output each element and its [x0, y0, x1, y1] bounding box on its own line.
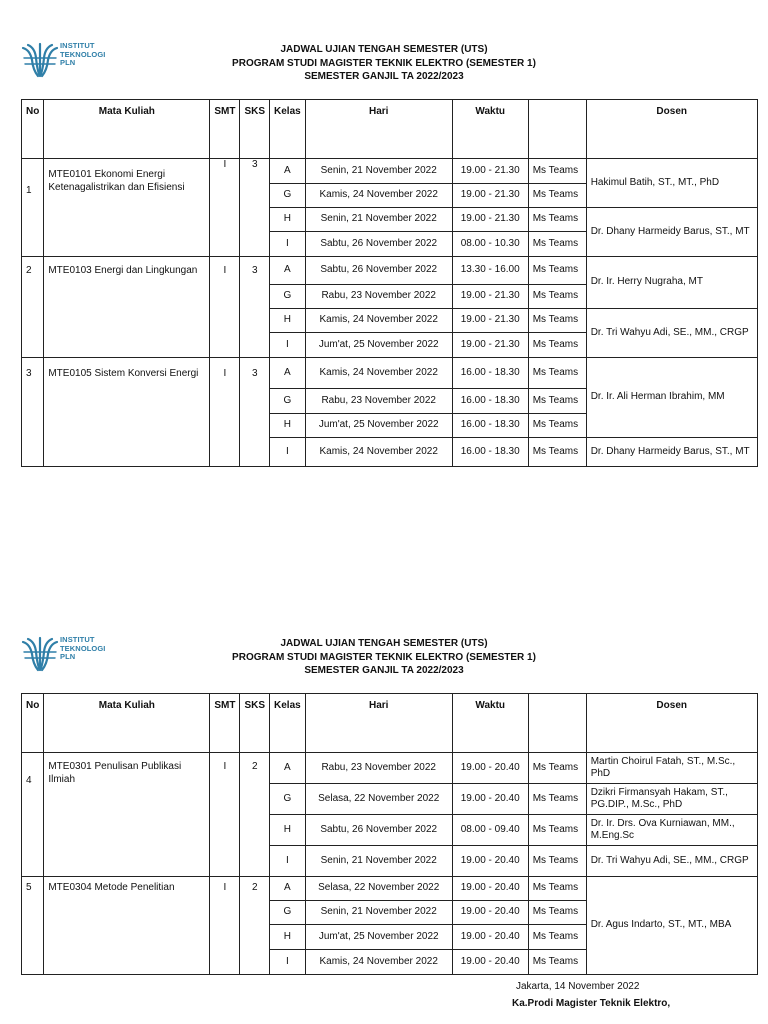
media-cell: Ms Teams: [528, 753, 586, 784]
smt-cell: I: [210, 358, 240, 467]
kelas-cell: I: [270, 438, 306, 467]
hari-cell: Kamis, 24 November 2022: [305, 358, 452, 389]
table-header-row: [22, 694, 758, 753]
waktu-cell: 16.00 - 18.30: [452, 358, 528, 389]
col-header-sks: SKS: [240, 100, 270, 159]
waktu-cell: 19.00 - 20.40: [452, 877, 528, 901]
logo-line: TEKNOLOGI: [60, 643, 106, 653]
media-cell: Ms Teams: [528, 414, 586, 438]
waktu-cell: 19.00 - 20.40: [452, 753, 528, 784]
smt-cell: I: [210, 257, 240, 358]
hari-cell: Kamis, 24 November 2022: [305, 184, 452, 208]
dosen-cell: Dr. Ir. Herry Nugraha, MT: [586, 257, 757, 309]
title-line: SEMESTER GANJIL TA 2022/2023: [304, 71, 464, 82]
hari-cell: Sabtu, 26 November 2022: [305, 232, 452, 257]
dosen-cell: Dr. Tri Wahyu Adi, SE., MM., CRGP: [586, 846, 757, 877]
document-title: [0, 637, 768, 678]
media-cell: Ms Teams: [528, 925, 586, 950]
hari-cell: Jum'at, 25 November 2022: [305, 925, 452, 950]
kelas-cell: A: [270, 257, 306, 285]
row-no: 4: [22, 753, 44, 877]
hari-cell: Rabu, 23 November 2022: [305, 285, 452, 309]
media-cell: Ms Teams: [528, 358, 586, 389]
col-header-smt: SMT: [210, 694, 240, 753]
col-header-dosen: Dosen: [586, 694, 757, 753]
smt-cell: I: [210, 753, 240, 877]
hari-cell: Selasa, 22 November 2022: [305, 877, 452, 901]
sks-cell: 3: [240, 257, 270, 358]
kelas-cell: A: [270, 753, 306, 784]
kelas-cell: H: [270, 925, 306, 950]
col-header-sks: SKS: [240, 694, 270, 753]
col-header-smt: SMT: [210, 100, 240, 159]
kelas-cell: G: [270, 184, 306, 208]
hari-cell: Kamis, 24 November 2022: [305, 309, 452, 333]
media-cell: Ms Teams: [528, 784, 586, 815]
kelas-cell: G: [270, 784, 306, 815]
smt-cell: I: [210, 159, 240, 257]
logo-line: TEKNOLOGI: [60, 49, 106, 59]
col-header-course: Mata Kuliah: [44, 694, 210, 753]
hari-cell: Jum'at, 25 November 2022: [305, 414, 452, 438]
document-title: [0, 43, 768, 84]
title-line: SEMESTER GANJIL TA 2022/2023: [304, 665, 464, 676]
course-name: MTE0105 Sistem Konversi Energi: [44, 358, 210, 467]
kelas-cell: H: [270, 208, 306, 232]
media-cell: Ms Teams: [528, 309, 586, 333]
kelas-cell: G: [270, 285, 306, 309]
waktu-cell: 19.00 - 20.40: [452, 925, 528, 950]
kelas-cell: I: [270, 333, 306, 358]
sks-cell: 2: [240, 877, 270, 975]
waktu-cell: 19.00 - 20.40: [452, 950, 528, 975]
dosen-cell: Dr. Dhany Harmeidy Barus, ST., MT: [586, 438, 757, 467]
table-row: [22, 257, 758, 285]
media-cell: Ms Teams: [528, 232, 586, 257]
hari-cell: Rabu, 23 November 2022: [305, 753, 452, 784]
dosen-cell: Dr. Ir. Ali Herman Ibrahim, MM: [586, 358, 757, 438]
course-name: MTE0301 Penulisan Publikasi Ilmiah: [44, 753, 210, 877]
media-cell: Ms Teams: [528, 184, 586, 208]
col-header-kelas: Kelas: [270, 694, 306, 753]
hari-cell: Senin, 21 November 2022: [305, 901, 452, 925]
dosen-cell: Dzikri Firmansyah Hakam, ST., PG.DIP., M.Sc., PhD: [586, 784, 757, 815]
media-cell: Ms Teams: [528, 208, 586, 232]
waktu-cell: 19.00 - 21.30: [452, 159, 528, 184]
media-cell: Ms Teams: [528, 389, 586, 414]
media-cell: Ms Teams: [528, 333, 586, 358]
waktu-cell: 16.00 - 18.30: [452, 414, 528, 438]
logo-line: PLN: [60, 652, 76, 661]
kelas-cell: H: [270, 309, 306, 333]
hari-cell: Selasa, 22 November 2022: [305, 784, 452, 815]
kelas-cell: G: [270, 389, 306, 414]
row-no: 5: [22, 877, 44, 975]
dosen-cell: Dr. Tri Wahyu Adi, SE., MM., CRGP: [586, 309, 757, 358]
media-cell: Ms Teams: [528, 846, 586, 877]
hari-cell: Senin, 21 November 2022: [305, 208, 452, 232]
waktu-cell: 19.00 - 21.30: [452, 333, 528, 358]
row-no: 2: [22, 257, 44, 358]
hari-cell: Jum'at, 25 November 2022: [305, 333, 452, 358]
title-line: JADWAL UJIAN TENGAH SEMESTER (UTS): [280, 638, 488, 649]
signature-place-date: Jakarta, 14 November 2022: [516, 981, 640, 992]
waktu-cell: 08.00 - 09.40: [452, 815, 528, 846]
title-line: PROGRAM STUDI MAGISTER TEKNIK ELEKTRO (SEMESTER 1): [232, 57, 536, 69]
media-cell: Ms Teams: [528, 877, 586, 901]
waktu-cell: 16.00 - 18.30: [452, 389, 528, 414]
table-row: [22, 358, 758, 389]
course-name: MTE0304 Metode Penelitian: [44, 877, 210, 975]
kelas-cell: I: [270, 232, 306, 257]
sks-cell: 2: [240, 753, 270, 877]
col-header-hari: Hari: [305, 694, 452, 753]
waktu-cell: 19.00 - 20.40: [452, 901, 528, 925]
hari-cell: Sabtu, 26 November 2022: [305, 257, 452, 285]
waktu-cell: 08.00 - 10.30: [452, 232, 528, 257]
title-line: PROGRAM STUDI MAGISTER TEKNIK ELEKTRO (SEMESTER 1): [232, 651, 536, 663]
col-header-media: [528, 694, 586, 753]
col-header-dosen: Dosen: [586, 100, 757, 159]
media-cell: Ms Teams: [528, 815, 586, 846]
col-header-no: No: [22, 694, 44, 753]
kelas-cell: A: [270, 358, 306, 389]
waktu-cell: 19.00 - 21.30: [452, 208, 528, 232]
kelas-cell: G: [270, 901, 306, 925]
title-line: JADWAL UJIAN TENGAH SEMESTER (UTS): [280, 44, 488, 55]
col-header-course: Mata Kuliah: [44, 100, 210, 159]
hari-cell: Senin, 21 November 2022: [305, 159, 452, 184]
kelas-cell: I: [270, 950, 306, 975]
logo-line: INSTITUT: [60, 41, 95, 50]
table-row: [22, 753, 758, 784]
kelas-cell: H: [270, 815, 306, 846]
kelas-cell: A: [270, 877, 306, 901]
waktu-cell: 19.00 - 20.40: [452, 846, 528, 877]
schedule-table-2: [21, 693, 758, 975]
col-header-waktu: Waktu: [452, 694, 528, 753]
hari-cell: Kamis, 24 November 2022: [305, 950, 452, 975]
media-cell: Ms Teams: [528, 285, 586, 309]
dosen-cell: Dr. Ir. Drs. Ova Kurniawan, MM., M.Eng.Sc: [586, 815, 757, 846]
row-no: 3: [22, 358, 44, 467]
table-row: [22, 159, 758, 184]
media-cell: Ms Teams: [528, 438, 586, 467]
logo-line: PLN: [60, 58, 76, 67]
sks-cell: 3: [240, 159, 270, 257]
col-header-kelas: Kelas: [270, 100, 306, 159]
table-header-row: [22, 100, 758, 159]
smt-cell: I: [210, 877, 240, 975]
schedule-table-1: [21, 99, 758, 467]
waktu-cell: 16.00 - 18.30: [452, 438, 528, 467]
signature-title: Ka.Prodi Magister Teknik Elektro,: [512, 998, 671, 1009]
col-header-no: No: [22, 100, 44, 159]
col-header-waktu: Waktu: [452, 100, 528, 159]
kelas-cell: H: [270, 414, 306, 438]
waktu-cell: 19.00 - 21.30: [452, 285, 528, 309]
waktu-cell: 19.00 - 21.30: [452, 184, 528, 208]
hari-cell: Rabu, 23 November 2022: [305, 389, 452, 414]
col-header-hari: Hari: [305, 100, 452, 159]
dosen-cell: Martin Choirul Fatah, ST., M.Sc., PhD: [586, 753, 757, 784]
hari-cell: Sabtu, 26 November 2022: [305, 815, 452, 846]
hari-cell: Senin, 21 November 2022: [305, 846, 452, 877]
waktu-cell: 19.00 - 21.30: [452, 309, 528, 333]
waktu-cell: 19.00 - 20.40: [452, 784, 528, 815]
table-row: [22, 877, 758, 901]
waktu-cell: 13.30 - 16.00: [452, 257, 528, 285]
media-cell: Ms Teams: [528, 257, 586, 285]
media-cell: Ms Teams: [528, 950, 586, 975]
sks-cell: 3: [240, 358, 270, 467]
kelas-cell: A: [270, 159, 306, 184]
course-name: MTE0103 Energi dan Lingkungan: [44, 257, 210, 358]
dosen-cell: Dr. Agus Indarto, ST., MT., MBA: [586, 877, 757, 975]
kelas-cell: I: [270, 846, 306, 877]
col-header-media: [528, 100, 586, 159]
logo-line: INSTITUT: [60, 635, 95, 644]
hari-cell: Kamis, 24 November 2022: [305, 438, 452, 467]
dosen-cell: Dr. Dhany Harmeidy Barus, ST., MT: [586, 208, 757, 257]
media-cell: Ms Teams: [528, 901, 586, 925]
media-cell: Ms Teams: [528, 159, 586, 184]
dosen-cell: Hakimul Batih, ST., MT., PhD: [586, 159, 757, 208]
row-no: 1: [22, 159, 44, 257]
course-name: MTE0101 Ekonomi Energi Ketenagalistrikan dan Efisiensi: [44, 159, 210, 257]
